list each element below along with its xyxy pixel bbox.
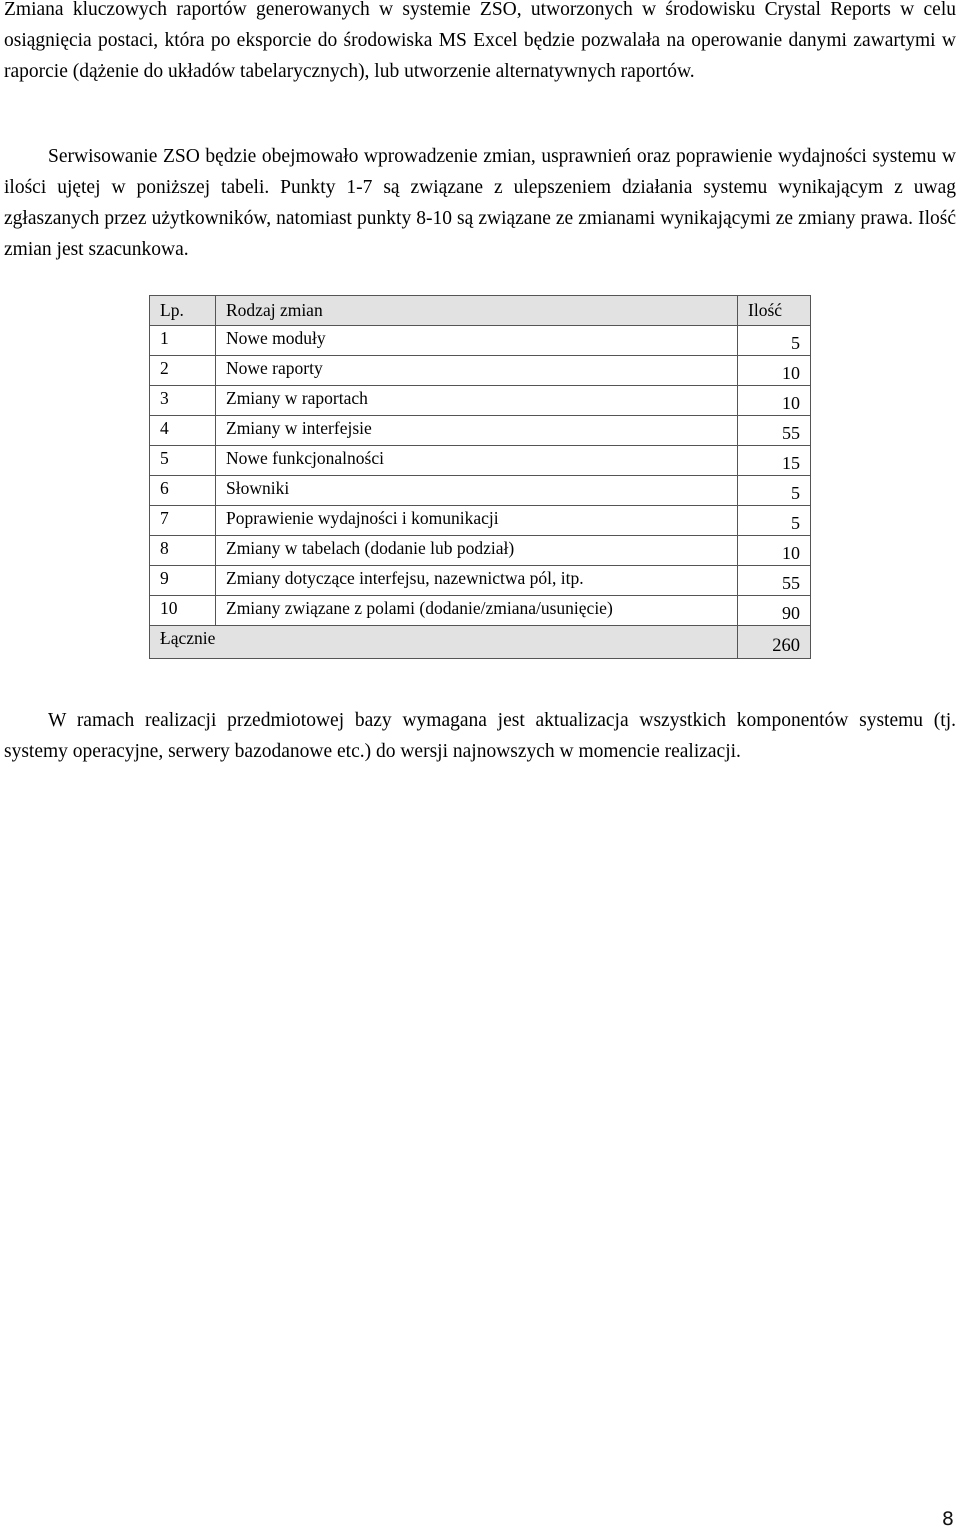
row-change-type: Nowe raporty (216, 356, 738, 386)
header-quantity: Ilość (738, 296, 811, 326)
row-lp: 7 (150, 506, 216, 536)
table-row (150, 596, 811, 626)
row-change-type: Nowe moduły (216, 326, 738, 356)
row-lp: 2 (150, 356, 216, 386)
row-change-type: Zmiany w raportach (216, 386, 738, 416)
row-change-type: Nowe funkcjonalności (216, 446, 738, 476)
table-row (150, 536, 811, 566)
total-label: Łącznie (150, 626, 738, 659)
paragraph-crystal-reports: Zmiana kluczowych raportów generowanych w systemie ZSO, utworzonych w środowisku Crystal Reports w celu osiągnięcia postaci, która po eksporcie do środowiska MS Excel będzie pozwalała na operowanie danymi zawartymi w raporcie (dążenie do układów tabelarycznych), lub utworzenie alternatywnych raportów. (4, 0, 956, 82)
row-lp: 1 (150, 326, 216, 356)
table-row (150, 566, 811, 596)
row-change-type: Zmiany dotyczące interfejsu, nazewnictwa pól, itp. (216, 566, 738, 596)
row-quantity: 55 (738, 416, 811, 446)
row-change-type: Zmiany w tabelach (dodanie lub podział) (216, 536, 738, 566)
row-quantity: 55 (738, 566, 811, 596)
table-row (150, 476, 811, 506)
total-quantity: 260 (738, 626, 811, 659)
row-quantity: 5 (738, 476, 811, 506)
row-lp: 4 (150, 416, 216, 446)
row-quantity: 15 (738, 446, 811, 476)
table-row (150, 386, 811, 416)
page-number: 8 (941, 1508, 954, 1530)
row-lp: 6 (150, 476, 216, 506)
row-quantity: 10 (738, 536, 811, 566)
row-change-type: Zmiany związane z polami (dodanie/zmiana/usunięcie) (216, 596, 738, 626)
header-lp: Lp. (150, 296, 216, 326)
row-quantity: 10 (738, 386, 811, 416)
changes-table (149, 295, 811, 659)
row-change-type: Zmiany w interfejsie (216, 416, 738, 446)
table-row (150, 506, 811, 536)
row-change-type: Poprawienie wydajności i komunikacji (216, 506, 738, 536)
row-lp: 10 (150, 596, 216, 626)
table-row (150, 416, 811, 446)
paragraph-servicing: Serwisowanie ZSO będzie obejmowało wprowadzenie zmian, usprawnień oraz poprawienie wydajności systemu w ilości ujętej w poniższej tabeli. Punkty 1-7 są związane z ulepszeniem działania systemu wynikającym z uwag zgłaszanych przez użytkowników, natomiast punkty 8-10 są związane ze zmianami wynikającymi ze zmiany prawa. Ilość zmian jest szacunkowa. (4, 146, 956, 260)
row-lp: 5 (150, 446, 216, 476)
row-quantity: 10 (738, 356, 811, 386)
row-quantity: 5 (738, 506, 811, 536)
row-quantity: 90 (738, 596, 811, 626)
row-change-type: Słowniki (216, 476, 738, 506)
row-lp: 8 (150, 536, 216, 566)
row-lp: 3 (150, 386, 216, 416)
table-row (150, 326, 811, 356)
table-row (150, 446, 811, 476)
table-row (150, 356, 811, 386)
row-lp: 9 (150, 566, 216, 596)
row-quantity: 5 (738, 326, 811, 356)
header-change-type: Rodzaj zmian (216, 296, 738, 326)
table-header-row (150, 296, 811, 326)
table-total-row (150, 626, 811, 659)
paragraph-components-update: W ramach realizacji przedmiotowej bazy wymagana jest aktualizacja wszystkich komponentów systemu (tj. systemy operacyjne, serwery bazodanowe etc.) do wersji najnowszych w momencie realizacji. (4, 710, 956, 762)
